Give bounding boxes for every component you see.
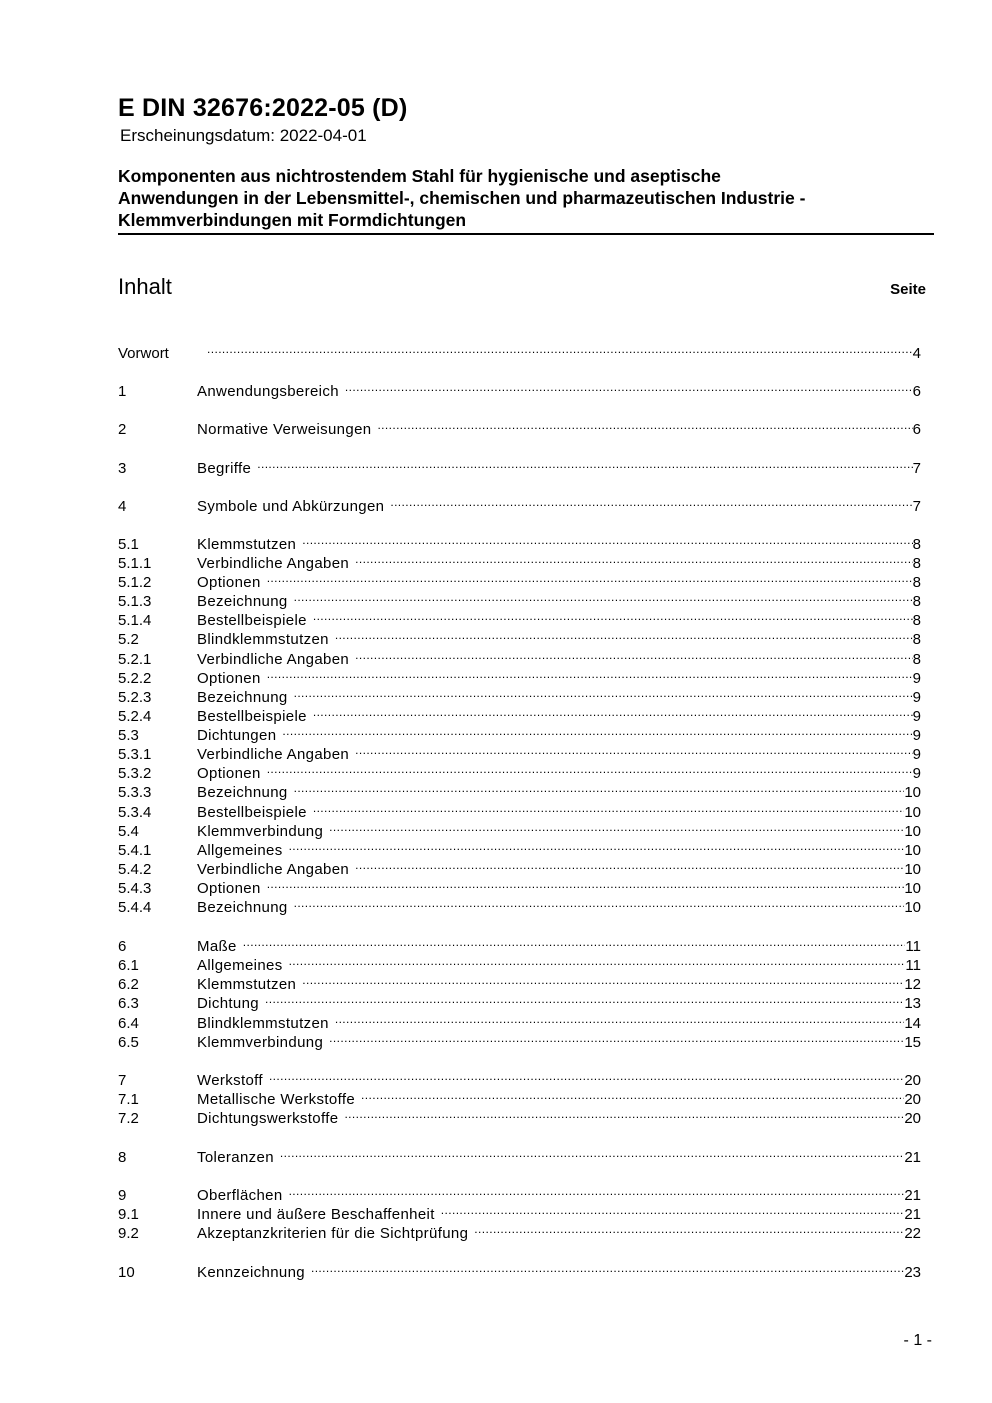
toc-entry[interactable] [118,1103,921,1127]
toc-entry-page: 6 [912,421,921,438]
toc-leader [294,777,905,797]
toc-entry-page: 21 [904,1149,921,1166]
toc-leader [289,1180,905,1200]
toc-leader [474,1218,904,1238]
toc-leader [207,338,913,358]
title-line: Komponenten aus nichtrostendem Stahl für hygienische und aseptische [118,166,721,186]
toc-entry[interactable] [118,1199,921,1223]
toc-entry-number: 5.4.2 [118,861,152,878]
toc-entry-number: 6 [118,938,127,955]
toc-entry[interactable] [118,1084,921,1108]
toc-entry-number: 6.1 [118,957,139,974]
toc-entry-number: 1 [118,383,127,400]
toc-entry-title: Blindklemmstutzen [197,631,329,648]
document-title [118,165,933,231]
toc-leader [355,548,913,568]
toc-entry[interactable] [118,663,921,687]
toc-entry[interactable] [118,682,921,706]
toc-entry-title: Optionen [197,765,261,782]
toc-entry[interactable] [118,1180,921,1204]
toc-entry-number: 5.4.1 [118,842,152,859]
page-column-label: Seite [890,281,926,298]
toc-entry-number: 6.4 [118,1015,139,1032]
toc-leader [345,376,913,396]
toc-entry-title: Optionen [197,574,261,591]
toc-entry-number: 5.1.3 [118,593,152,610]
toc-entry-page: 4 [912,345,921,362]
toc-entry-title: Kennzeichnung [197,1264,305,1281]
toc-entry-number: 5.3 [118,727,139,744]
toc-leader [302,969,904,989]
toc-entry[interactable] [118,1008,921,1032]
toc-entry-page: 8 [912,651,921,668]
toc-entry-number: 5.1.1 [118,555,152,572]
title-divider [118,233,934,235]
toc-entry-title: Bezeichnung [197,689,288,706]
toc-entry[interactable] [118,854,921,878]
toc-entry[interactable] [118,873,921,897]
toc-entry-number: 5.2.2 [118,670,152,687]
toc-entry-number: 5.4.4 [118,899,152,916]
toc-leader [311,1257,904,1277]
toc-entry-title: Normative Verweisungen [197,421,372,438]
toc-leader [265,988,904,1008]
toc-entry-page: 9 [912,670,921,687]
toc-entry-title: Dichtungen [197,727,277,744]
toc-entry[interactable] [118,644,921,668]
toc-entry[interactable] [118,414,921,438]
toc-entry-title: Toleranzen [197,1149,274,1166]
toc-entry-page: 22 [904,1225,921,1242]
toc-entry-number: 5.3.1 [118,746,152,763]
toc-leader [441,1199,905,1219]
document-code: E DIN 32676:2022-05 (D) [118,94,408,122]
toc-entry-page: 10 [904,880,921,897]
toc-entry-title: Optionen [197,880,261,897]
toc-leader [267,663,913,683]
title-line: Klemmverbindungen mit Formdichtungen [118,210,467,230]
toc-entry-number: 5.2.1 [118,651,152,668]
toc-entry-page: 20 [904,1072,921,1089]
toc-entry-number: 2 [118,421,127,438]
toc-entry-page: 6 [912,383,921,400]
toc-entry-page: 8 [912,593,921,610]
toc-entry-page: 21 [904,1206,921,1223]
toc-entry[interactable] [118,892,921,916]
toc-entry-title: Klemmverbindung [197,823,324,840]
toc-leader [243,931,906,951]
toc-entry-page: 7 [912,460,921,477]
toc-entry-title: Klemmstutzen [197,536,297,553]
toc-entry[interactable] [118,1027,921,1051]
toc-entry-page: 8 [912,574,921,591]
toc-entry[interactable] [118,529,921,553]
toc-entry[interactable] [118,586,921,610]
toc-entry-number: 5.1.4 [118,612,152,629]
toc-entry-number: 4 [118,498,127,515]
toc-leader [282,720,912,740]
toc-entry-title: Bezeichnung [197,593,288,610]
toc-entry[interactable] [118,1257,921,1281]
toc-entry[interactable] [118,624,921,648]
toc-entry-page: 20 [904,1091,921,1108]
toc-entry-page: 9 [912,689,921,706]
toc-leader [302,529,912,549]
toc-entry-page: 10 [904,899,921,916]
toc-entry-title: Allgemeines [197,842,283,859]
toc-leader [335,624,913,644]
toc-entry-title: Verbindliche Angaben [197,746,350,763]
toc-entry-page: 13 [904,995,921,1012]
toc-entry-number: 7.1 [118,1091,139,1108]
toc-entry-title: Dichtungswerkstoffe [197,1110,339,1127]
toc-entry-title: Werkstoff [197,1072,263,1089]
toc-entry[interactable] [118,758,921,782]
toc-entry-title: Maße [197,938,237,955]
toc-entry[interactable] [118,739,921,763]
toc-entry-number: 5.2 [118,631,139,648]
toc-entry-number: 3 [118,460,127,477]
toc-entry-title: Bestellbeispiele [197,708,307,725]
toc-entry-number: 6.3 [118,995,139,1012]
toc-entry-number: 6.2 [118,976,139,993]
toc-entry-page: 10 [904,861,921,878]
toc-entry-title: Optionen [197,670,261,687]
toc-entry-title: Verbindliche Angaben [197,651,350,668]
toc-leader [313,605,913,625]
toc-entry-page: 23 [904,1264,921,1281]
toc-entry[interactable] [118,1065,921,1089]
toc-leader [344,1103,904,1123]
toc-entry-number: 5.4 [118,823,139,840]
toc-leader [313,701,913,721]
toc-entry[interactable] [118,835,921,859]
page-number: - 1 - [903,1332,932,1349]
toc-entry-number: 6.5 [118,1034,139,1051]
toc-leader [294,682,913,702]
toc-entry[interactable] [118,491,921,515]
toc-leader [335,1008,904,1028]
toc-entry-number: Vorwort [118,345,169,362]
toc-leader [267,873,905,893]
toc-entry-page: 9 [912,746,921,763]
toc-leader [355,854,904,874]
toc-entry-title: Bezeichnung [197,899,288,916]
toc-entry[interactable] [118,797,921,821]
toc-entry-title: Oberflächen [197,1187,283,1204]
toc-entry-number: 5.3.3 [118,784,152,801]
toc-entry-number: 9.1 [118,1206,139,1223]
toc-entry-page: 10 [904,823,921,840]
toc-leader [355,644,913,664]
toc-entry-title: Blindklemmstutzen [197,1015,329,1032]
toc-entry[interactable] [118,816,921,840]
toc-entry-title: Dichtung [197,995,260,1012]
toc-entry-page: 7 [912,498,921,515]
toc-entry-number: 5.4.3 [118,880,152,897]
toc-entry-page: 20 [904,1110,921,1127]
toc-entry[interactable] [118,931,921,955]
toc-leader [289,950,906,970]
toc-leader [355,739,913,759]
toc-entry-page: 11 [905,938,921,955]
toc-entry-number: 5.2.4 [118,708,152,725]
toc-entry-number: 5.3.4 [118,804,152,821]
toc-entry[interactable] [118,453,921,477]
toc-entry-title: Innere und äußere Beschaffenheit [197,1206,435,1223]
toc-entry-number: 10 [118,1264,135,1281]
toc-leader [361,1084,904,1104]
toc-entry-title: Verbindliche Angaben [197,861,350,878]
toc-heading: Inhalt [118,274,172,299]
toc-entry-page: 14 [904,1015,921,1032]
toc-entry-page: 9 [912,708,921,725]
toc-entry-title: Metallische Werkstoffe [197,1091,356,1108]
toc-entry-page: 8 [912,612,921,629]
toc-entry-title: Symbole und Abkürzungen [197,498,385,515]
toc-entry-page: 9 [912,727,921,744]
toc-entry-page: 8 [912,555,921,572]
toc-leader [269,1065,904,1085]
toc-entry-number: 7.2 [118,1110,139,1127]
toc-leader [377,414,912,434]
toc-entry-page: 8 [912,631,921,648]
toc-entry[interactable] [118,950,921,974]
toc-entry-number: 5.1.2 [118,574,152,591]
toc-entry-number: 8 [118,1149,127,1166]
toc-entry-title: Klemmstutzen [197,976,297,993]
toc-entry-title: Bestellbeispiele [197,612,307,629]
toc-entry-number: 5.1 [118,536,139,553]
toc-entry[interactable] [118,338,921,362]
toc-entry[interactable] [118,988,921,1012]
toc-entry-title: Bestellbeispiele [197,804,307,821]
toc-entry[interactable] [118,567,921,591]
toc-entry-title: Klemmverbindung [197,1034,324,1051]
toc-entry-page: 10 [904,842,921,859]
toc-entry-number: 7 [118,1072,127,1089]
toc-entry[interactable] [118,969,921,993]
toc-entry-title: Verbindliche Angaben [197,555,350,572]
toc-leader [267,567,913,587]
toc-leader [257,453,912,473]
toc-entry[interactable] [118,701,921,725]
title-line: Anwendungen in der Lebensmittel-, chemischen und pharmazeutischen Industrie - [118,188,806,208]
toc-leader [329,816,904,836]
toc-entry-title: Begriffe [197,460,252,477]
toc-entry-number: 5.3.2 [118,765,152,782]
toc-entry[interactable] [118,720,921,744]
toc-entry[interactable] [118,1142,921,1166]
toc-entry-title: Allgemeines [197,957,283,974]
toc-leader [390,491,912,511]
toc-entry-number: 9.2 [118,1225,139,1242]
toc-entry-page: 21 [904,1187,921,1204]
toc-entry[interactable] [118,605,921,629]
toc-entry-page: 12 [904,976,921,993]
toc-leader [289,835,905,855]
toc-entry[interactable] [118,548,921,572]
publication-date: Erscheinungsdatum: 2022-04-01 [120,126,367,145]
toc-leader [329,1027,904,1047]
toc-entry[interactable] [118,777,921,801]
toc-entry-page: 10 [904,804,921,821]
toc-entry-page: 9 [912,765,921,782]
toc-entry[interactable] [118,376,921,400]
toc-entry-page: 11 [905,957,921,974]
toc-leader [294,892,905,912]
toc-entry-page: 10 [904,784,921,801]
toc-entry-title: Bezeichnung [197,784,288,801]
toc-leader [280,1142,904,1162]
toc-entry-number: 5.2.3 [118,689,152,706]
toc-leader [267,758,913,778]
toc-leader [294,586,913,606]
toc-entry-page: 8 [912,536,921,553]
toc-entry-title: Akzeptanzkriterien für die Sichtprüfung [197,1225,469,1242]
toc-entry-number: 9 [118,1187,127,1204]
toc-entry-title: Anwendungsbereich [197,383,339,400]
toc-entry[interactable] [118,1218,921,1242]
toc-entry-page: 15 [904,1034,921,1051]
toc-leader [313,797,904,817]
